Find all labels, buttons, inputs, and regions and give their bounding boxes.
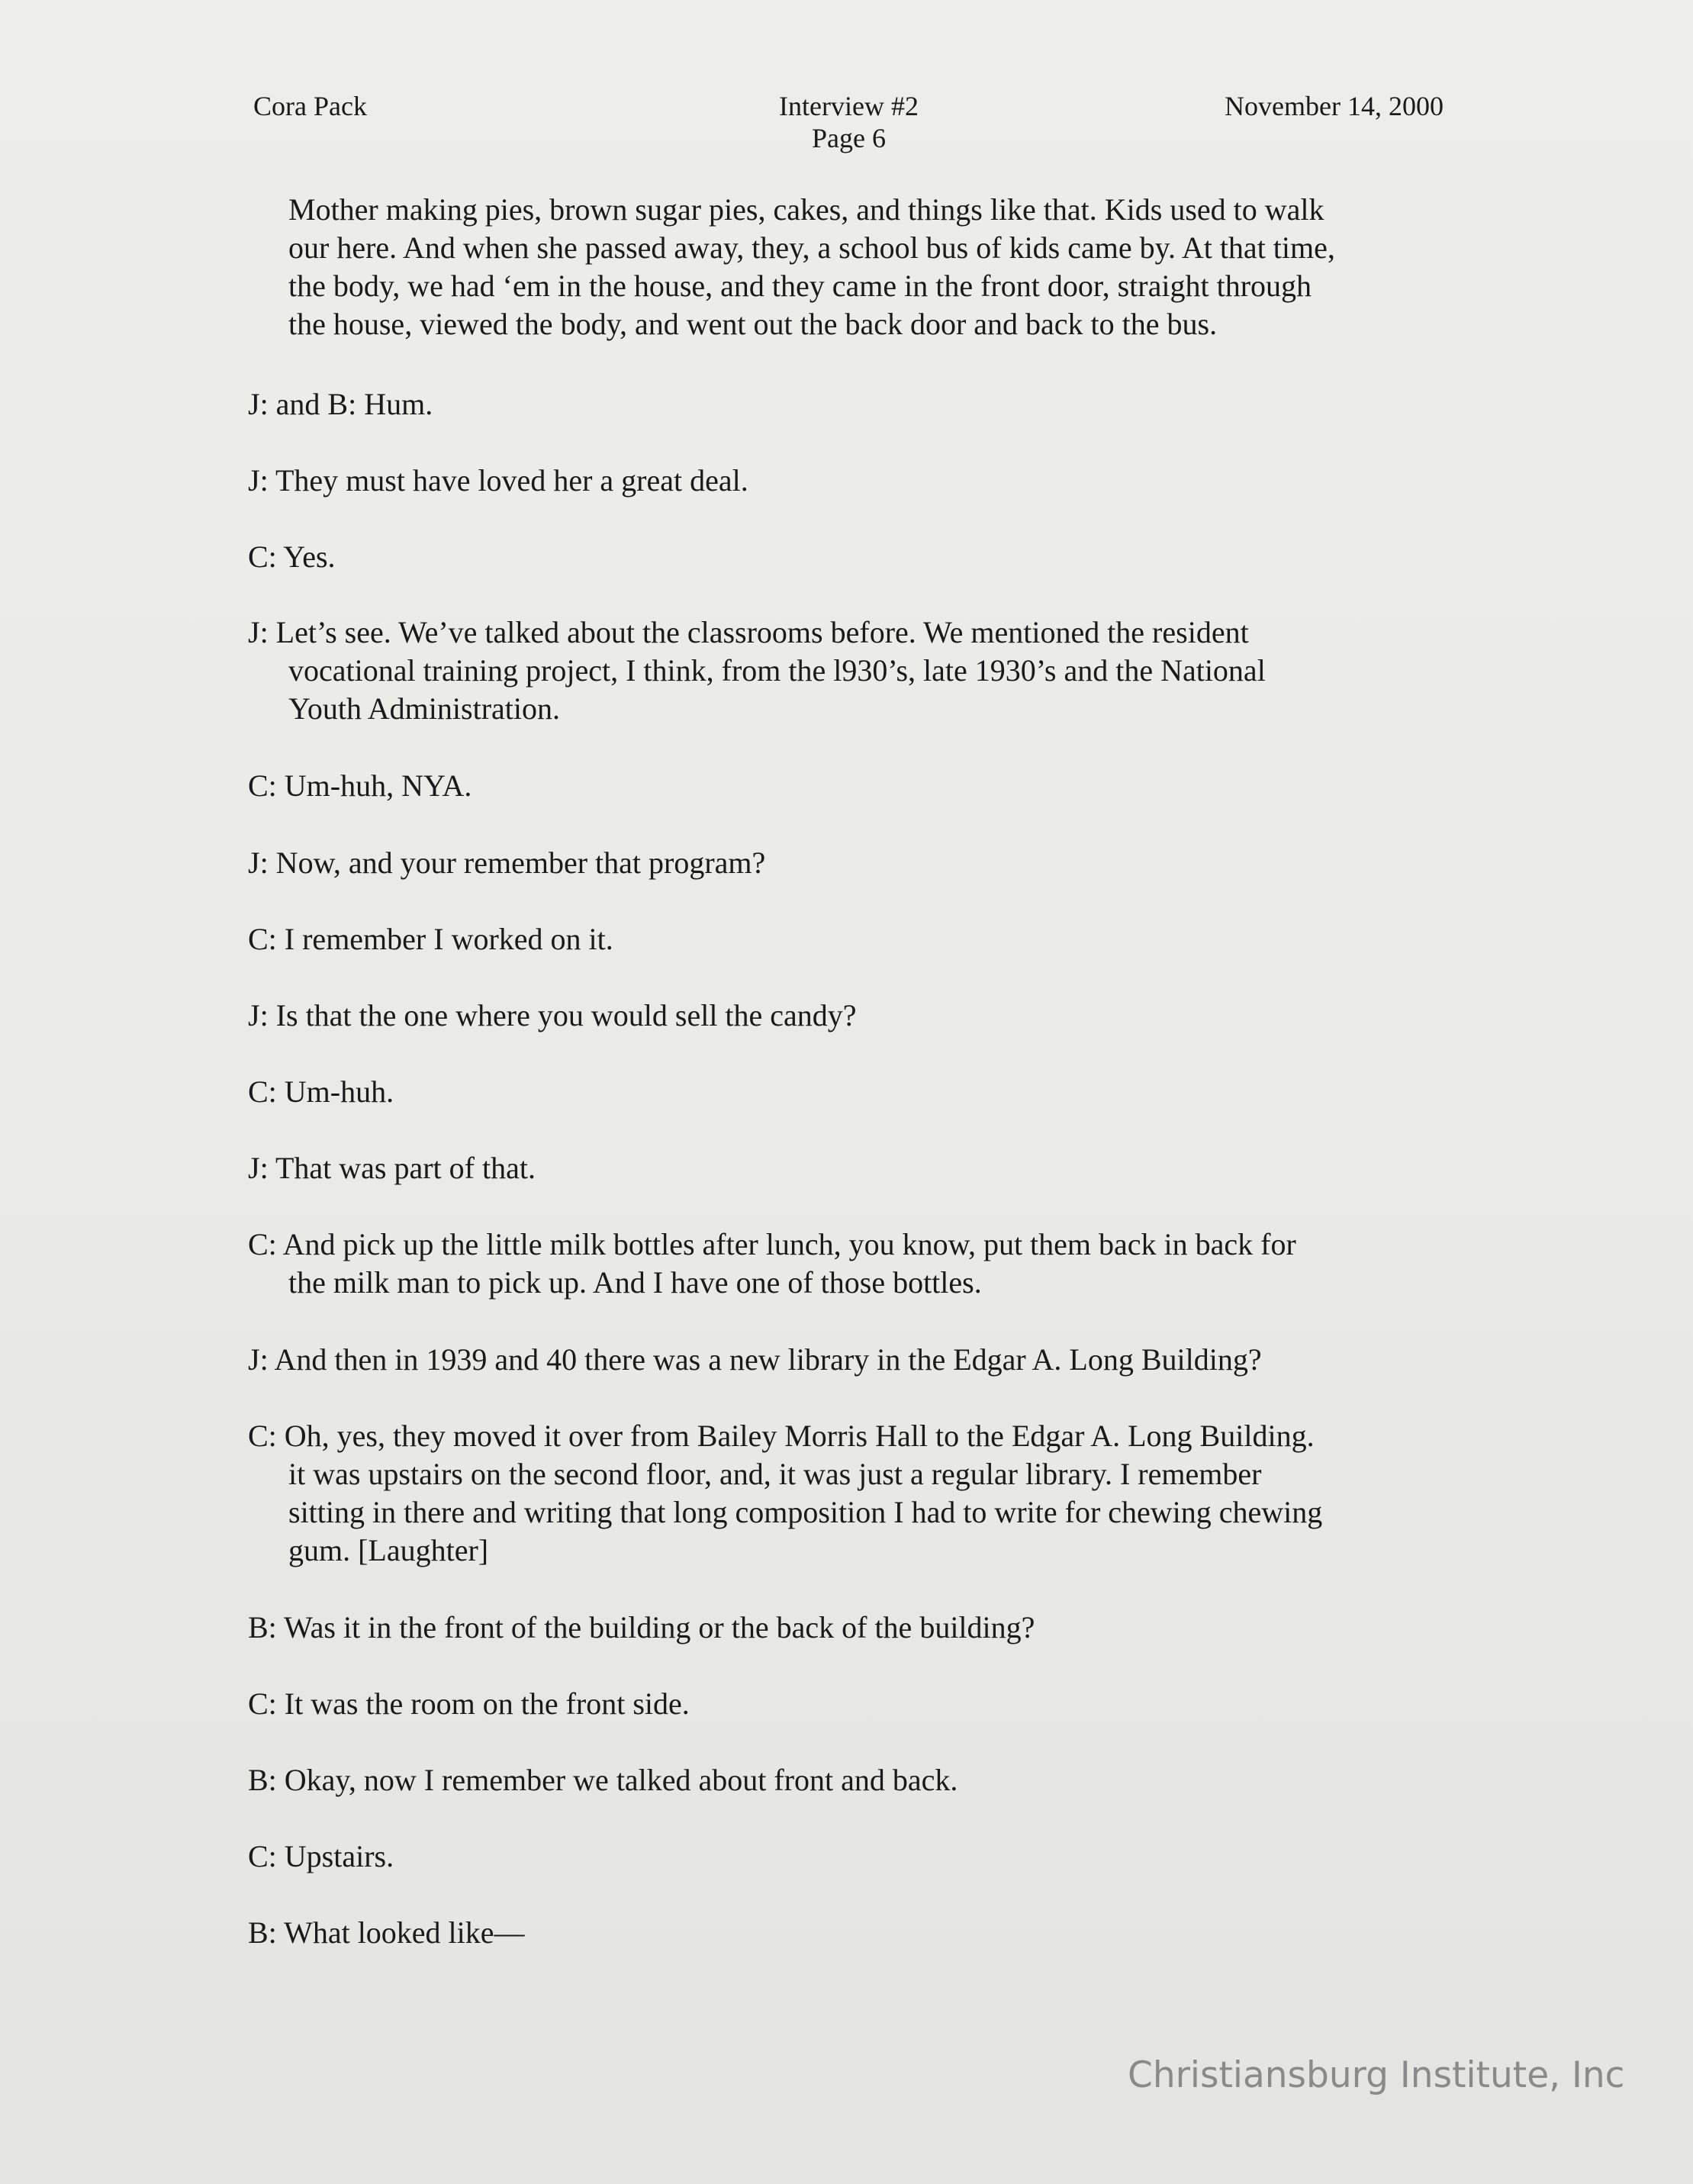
transcript-line: Youth Administration. [288, 691, 560, 726]
transcript-line: C: Yes. [248, 540, 336, 574]
transcript-line: C: Um-huh, NYA. [248, 768, 472, 803]
transcript-line: J: and B: Hum. [248, 387, 433, 421]
transcript-line: J: Is that the one where you would sell the candy? [248, 998, 857, 1032]
transcript-line: J: And then in 1939 and 40 there was a new library in the Edgar A. Long Building? [248, 1342, 1262, 1377]
transcript-line: the house, viewed the body, and went out the back door and back to the bus. [288, 307, 1218, 341]
transcript-paragraph [248, 1914, 1469, 1952]
transcript-paragraph [248, 997, 1469, 1035]
transcript-paragraph [248, 462, 1469, 500]
transcript-paragraph [248, 1761, 1469, 1799]
header-interviewee: Cora Pack [253, 91, 367, 121]
transcript-line: B: Okay, now I remember we talked about front and back. [248, 1763, 958, 1797]
transcript-paragraph [248, 1838, 1469, 1876]
header-interview-number: Interview #2 [779, 91, 919, 121]
transcript-paragraph [248, 614, 1469, 728]
header-page-number: Page 6 [812, 123, 886, 153]
transcript-line: J: They must have loved her a great deal. [248, 463, 748, 498]
transcript-line: J: Let’s see. We’ve talked about the classrooms before. We mentioned the resident [248, 615, 1249, 649]
transcript-line: vocational training project, I think, from the l930’s, late 1930’s and the National [288, 653, 1266, 688]
transcript-line: C: Upstairs. [248, 1839, 394, 1873]
transcript-paragraph [248, 767, 1469, 805]
transcript-line: B: Was it in the front of the building or the back of the building? [248, 1610, 1035, 1644]
transcript-line: Mother making pies, brown sugar pies, cakes, and things like that. Kids used to walk [288, 192, 1324, 227]
transcript-line: C: Um-huh. [248, 1074, 394, 1109]
transcript-line: J: Now, and your remember that program? [248, 846, 766, 880]
transcript-line: it was upstairs on the second floor, and, it was just a regular library. I remember [288, 1457, 1262, 1491]
transcript-paragraph [248, 1609, 1469, 1647]
transcript-paragraph [248, 385, 1469, 424]
transcript-line: gum. [Laughter] [288, 1533, 489, 1567]
transcript-paragraph [248, 920, 1469, 958]
transcript-paragraph [248, 1685, 1469, 1723]
transcript-line: J: That was part of that. [248, 1151, 536, 1185]
transcript-paragraph [248, 1226, 1469, 1302]
transcript-line: C: It was the room on the front side. [248, 1686, 690, 1721]
transcript-paragraph [288, 191, 1509, 343]
transcript-paragraph [248, 538, 1469, 576]
transcript-line: C: Oh, yes, they moved it over from Bailey Morris Hall to the Edgar A. Long Building. [248, 1419, 1315, 1453]
transcript-line: C: I remember I worked on it. [248, 922, 613, 956]
transcript-line: sitting in there and writing that long composition I had to write for chewing chewing [288, 1495, 1323, 1529]
transcript-line: our here. And when she passed away, they, a school bus of kids came by. At that time, [288, 230, 1335, 265]
transcript-line: C: And pick up the little milk bottles after lunch, you know, put them back in back for [248, 1227, 1296, 1261]
transcript-paragraph [248, 1073, 1469, 1111]
transcript-line: B: What looked like— [248, 1915, 525, 1950]
transcript-paragraph [248, 844, 1469, 882]
transcript-paragraph [248, 1417, 1469, 1570]
transcript-paragraph [248, 1341, 1469, 1379]
transcript-line: the milk man to pick up. And I have one of those bottles. [288, 1265, 982, 1300]
header-date: November 14, 2000 [1225, 91, 1444, 121]
transcript-line: the body, we had ‘em in the house, and they came in the front door, straight through [288, 269, 1312, 303]
transcript-paragraph [248, 1149, 1469, 1187]
watermark: Christiansburg Institute, Inc [1128, 2054, 1625, 2096]
